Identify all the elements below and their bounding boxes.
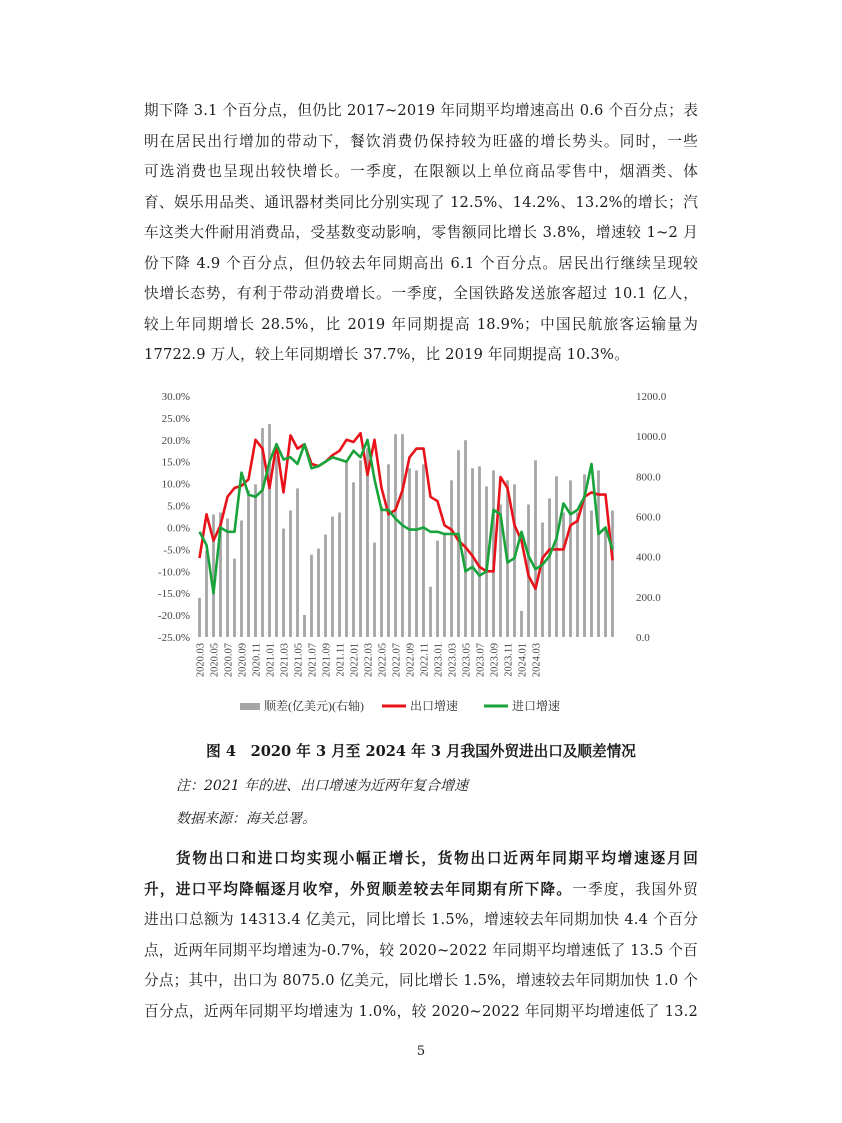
text-line: 较上年同期增长 28.5%，比 2019 年同期提高 18.9%；中国民航旅客运输量为	[144, 315, 698, 333]
surplus-bar	[611, 510, 614, 637]
text-line: 点，近两年同期平均增速为-0.7%，较 2020~2022 年同期平均增速低了 13.5 个百	[144, 941, 698, 959]
surplus-bar	[408, 468, 411, 637]
surplus-bar	[534, 460, 537, 637]
left-tick-label: 30.0%	[161, 391, 190, 403]
x-tick-label: 2022.01	[349, 643, 361, 678]
x-tick-label: 2022.05	[377, 643, 389, 678]
left-tick-label: 10.0%	[161, 478, 190, 491]
text-line: 进出口总额为 14313.4 亿美元，同比增长 1.5%，增速较去年同期加快 4.4 个百分	[144, 911, 698, 928]
left-tick-label: 20.0%	[161, 434, 190, 447]
surplus-bar	[282, 529, 285, 637]
x-tick-label: 2021.07	[307, 643, 319, 678]
text-line: 快增长态势，有利于带动消费增长。一季度，全国铁路发送旅客超过 10.1 亿人，	[144, 285, 698, 302]
surplus-bar	[576, 512, 579, 637]
legend-swatch-surplus	[240, 703, 260, 710]
surplus-bar	[275, 456, 278, 637]
surplus-bar	[247, 490, 250, 637]
surplus-bar	[604, 529, 607, 637]
text-line: 份下降 4.9 个百分点，但仍较去年同期高出 6.1 个百分点。居民出行继续呈现较	[144, 254, 698, 272]
surplus-bar	[198, 598, 201, 637]
text-line: 育、娱乐用品类、通讯器材类同比分别实现了 12.5%、14.2%、13.2%的增长；汽	[144, 193, 698, 211]
surplus-bar	[450, 480, 453, 637]
surplus-bar	[226, 519, 229, 637]
surplus-bar	[429, 587, 432, 637]
surplus-bar	[338, 512, 341, 637]
left-tick-label: -20.0%	[157, 610, 190, 623]
figure-caption: 图 4 2020 年 3 月至 2024 年 3 月我国外贸进出口及顺差情况	[206, 743, 636, 760]
surplus-bar	[303, 615, 306, 637]
surplus-bar	[513, 484, 516, 637]
bold-line-1: 货物出口和进口均实现小幅正增长，货物出口近两年同期平均增速逐月回	[176, 850, 698, 867]
surplus-bar	[415, 470, 418, 637]
surplus-bar	[331, 517, 334, 638]
legend-label-surplus: 顺差(亿美元)(右轴)	[264, 699, 364, 713]
x-tick-label: 2023.09	[489, 643, 501, 678]
surplus-bar	[240, 521, 243, 637]
surplus-bar	[352, 482, 355, 637]
right-tick-label: 400.0	[636, 551, 661, 564]
surplus-bar	[422, 464, 425, 637]
surplus-bar	[569, 480, 572, 637]
x-tick-label: 2021.11	[335, 643, 347, 677]
page-number: 5	[416, 1044, 426, 1059]
bold-line-2: 升，进口平均降幅逐月收窄，外贸顺差较去年同期有所下降。	[144, 880, 573, 898]
text-line: 可选消费也呈现出较快增长。一季度，在限额以上单位商品零售中，烟酒类、体	[144, 163, 698, 180]
left-tick-label: 0.0%	[167, 522, 190, 535]
x-tick-label: 2024.03	[531, 643, 543, 678]
left-tick-label: -5.0%	[163, 544, 190, 557]
surplus-bar	[520, 611, 523, 637]
x-tick-label: 2021.05	[293, 643, 305, 678]
x-tick-label: 2020.09	[237, 643, 249, 678]
x-tick-label: 2023.07	[475, 643, 487, 678]
x-tick-label: 2021.09	[321, 643, 333, 678]
surplus-bar	[541, 523, 544, 637]
surplus-bar	[310, 555, 313, 637]
surplus-bar	[548, 498, 551, 637]
text-line: 百分点，近两年同期平均增速为 1.0%，较 2020~2022 年同期平均增速低了 13.2	[144, 1002, 698, 1020]
surplus-bar	[233, 559, 236, 637]
x-tick-label: 2021.03	[279, 643, 291, 678]
x-tick-label: 2020.11	[251, 643, 263, 677]
surplus-bar	[317, 549, 320, 637]
right-tick-label: 200.0	[636, 591, 661, 604]
x-tick-label: 2021.01	[265, 643, 277, 678]
x-tick-label: 2023.11	[503, 643, 515, 677]
left-tick-label: 25.0%	[161, 412, 190, 425]
figure-note: 注：2021 年的进、出口增速为近两年复合增速	[176, 778, 469, 794]
surplus-bar	[289, 510, 292, 637]
surplus-bar	[359, 460, 362, 637]
text-line: 车这类大件耐用消费品，受基数变动影响，零售额同比增长 3.8%，增速较 1~2 月	[144, 224, 698, 241]
legend-label-import: 进口增速	[512, 699, 561, 713]
legend-label-export: 出口增速	[410, 699, 459, 713]
right-tick-label: 800.0	[636, 471, 661, 484]
surplus-bar	[436, 541, 439, 637]
line-2-rest: 一季度，我国外贸	[572, 880, 698, 898]
x-tick-label: 2023.05	[461, 643, 473, 678]
left-tick-label: 5.0%	[167, 500, 190, 513]
surplus-bar	[478, 466, 481, 637]
data-source: 数据来源：海关总署。	[176, 811, 316, 827]
right-tick-label: 600.0	[636, 511, 661, 524]
surplus-bar	[205, 551, 208, 637]
mixed-line-2	[144, 875, 698, 906]
surplus-bar	[401, 434, 404, 637]
trade-chart	[140, 380, 700, 725]
left-tick-label: -10.0%	[157, 566, 190, 579]
text-line: 17722.9 万人，较上年同期增长 37.7%，比 2019 年同期提高 10.3%。	[144, 346, 629, 363]
surplus-bar	[443, 533, 446, 637]
x-tick-label: 2022.09	[405, 643, 417, 678]
text-line: 期下降 3.1 个百分点，但仍比 2017~2019 年同期平均增速高出 0.6 个百分点；表	[144, 102, 698, 119]
surplus-bar	[394, 434, 397, 637]
surplus-bar	[345, 460, 348, 637]
x-tick-label: 2022.07	[391, 643, 403, 678]
x-tick-label: 2023.03	[447, 643, 459, 678]
chart-canvas	[140, 380, 700, 725]
surplus-bar	[590, 510, 593, 637]
x-tick-label: 2020.05	[209, 643, 221, 678]
right-tick-label: 0.0	[636, 632, 650, 644]
body-paragraph-1	[144, 96, 698, 371]
right-tick-label: 1000.0	[636, 431, 667, 444]
surplus-bar	[380, 506, 383, 637]
surplus-bar	[562, 512, 565, 637]
body-paragraph-2	[144, 844, 698, 1027]
surplus-bar	[373, 543, 376, 637]
surplus-bar	[366, 448, 369, 637]
surplus-bar	[555, 476, 558, 637]
x-tick-label: 2020.03	[195, 643, 207, 678]
surplus-bar	[254, 484, 257, 637]
right-tick-label: 1200.0	[636, 391, 667, 403]
surplus-bar	[296, 488, 299, 637]
text-line: 分点；其中，出口为 8075.0 亿美元，同比增长 1.5%，增速较去年同期加快 1.0 个	[144, 972, 698, 989]
x-tick-label: 2022.11	[419, 643, 431, 677]
left-tick-label: -15.0%	[157, 588, 190, 601]
x-tick-label: 2022.03	[363, 643, 375, 678]
x-tick-label: 2020.07	[223, 643, 235, 678]
surplus-bar	[324, 535, 327, 637]
surplus-bar	[464, 440, 467, 637]
x-tick-label: 2024.01	[517, 643, 529, 678]
x-tick-label: 2023.01	[433, 643, 445, 678]
left-tick-label: -25.0%	[157, 632, 190, 644]
text-line: 明在居民出行增加的带动下，餐饮消费仍保持较为旺盛的增长势头。同时，一些	[144, 132, 698, 150]
surplus-bar	[387, 464, 390, 637]
left-tick-label: 15.0%	[161, 456, 190, 469]
